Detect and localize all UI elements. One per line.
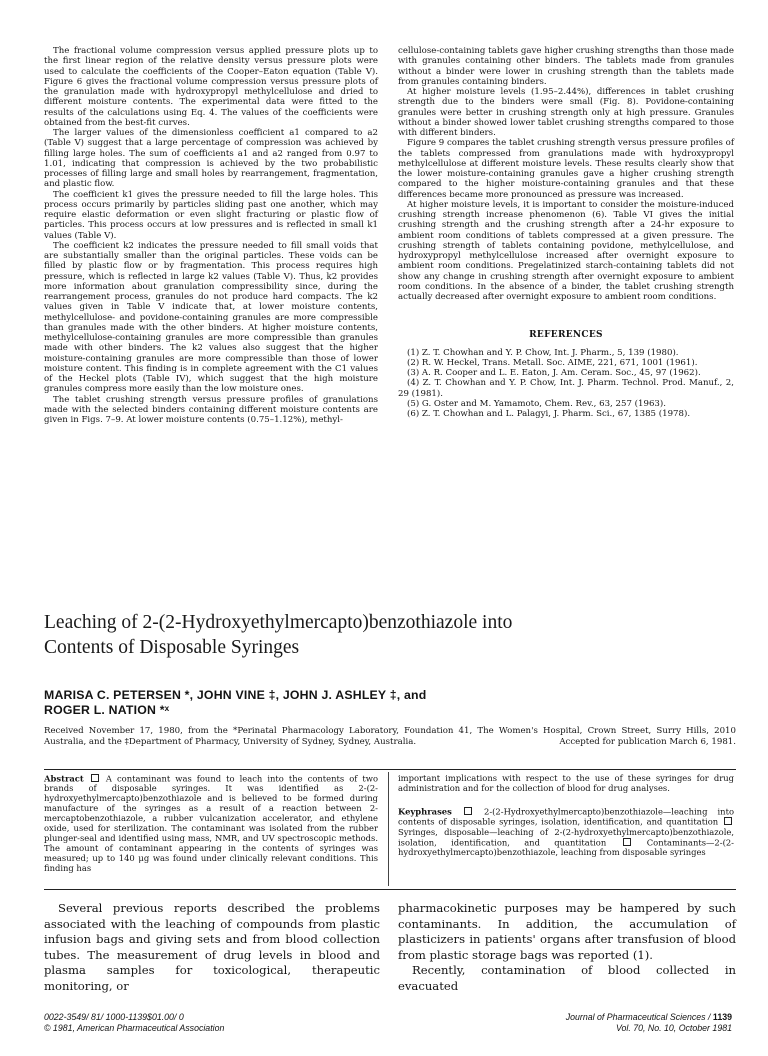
- article-body-left: [44, 901, 380, 995]
- body-paragraph: Recently, contamination of blood collected in evacuated: [398, 963, 736, 993]
- article-title-line: Leaching of 2-(2-Hydroxyethylmercapto)benzothiazole into: [44, 612, 513, 633]
- abstract-label: Abstract: [44, 773, 84, 784]
- body-paragraph: The coefficient k2 indicates the pressure needed to fill small voids that are substantially smaller than the original particles. These voids can be filled by plastic flow or by fragmentation. This process requires high pressure, which is reflected in large k2 values (Table V). Thus, k2 provides more information about granulation compressibility since, during the rearrangement process, granules do not produce hard compacts. The k2 values given in Table V indicate that, at lower moisture contents, methylcellulose- and povidone-containing granules are more compressible than granules made with the other binders. At higher moisture contents, methylcellulose-containing granules are more compressible than granules made with other binders. The k2 values also suggest that the higher moisture-containing granules are more compressible than those of lower moisture content. This finding is in complete agreement with the C1 values of the Heckel plots (Table IV), which suggest that the high moisture granules compress more easily than the low moisture ones.: [44, 240, 378, 395]
- body-paragraph: The fractional volume compression versus applied pressure plots up to the first linear region of the relative density versus pressure plots were used to calculate the coefficients of the Cooper–Eaton equation (Table V). Figure 6 gives the fractional volume compression versus pressure plots of the granulation made with hydroxypropyl methylcellulose and dried to different moisture contents. The experimental data were fitted to the results of the calculations using Eq. 4. The values of the coefficients were obtained from the best-fit curves.: [44, 46, 378, 128]
- abstract-continuation: important implications with respect to the use of these syringes for drug administration and for the collection of blood for drug analyses.: [398, 773, 734, 793]
- author-line: ROGER L. NATION *ˣ: [44, 703, 170, 717]
- abstract-continuation-block: [398, 774, 734, 858]
- section-square-icon: [623, 838, 631, 846]
- body-paragraph: The tablet crushing strength versus pressure profiles of granulations made with the selected binders containing different moisture contents are given in Figs. 7–9. At lower moisture contents (0.75–1.12%), methyl-: [44, 394, 378, 425]
- volume-line: Vol. 70, No. 10, October 1981: [615, 1023, 732, 1033]
- body-paragraph: The coefficient k1 gives the pressure needed to fill the large holes. This process occurs primarily by particles sliding past one another, which may require elastic deformation or even slight fracturing or plastic flow of particles. This process occurs at low pressures and is reflected in small k1 values (Table V).: [44, 189, 378, 241]
- journal-name: Journal of Pharmaceutical Sciences /: [565, 1012, 713, 1022]
- keyphrase: 2-(2-Hydroxyethylmercapto)benzothiazole—leaching into contents of disposable syringes, isolation, identification, and quantitation: [398, 806, 734, 827]
- body-paragraph: cellulose-containing tablets gave higher crushing strengths than those made with granules containing other binders. The tablets made from granules without a binder were lower in crushing strength than the tablets made from granules containing binders.: [398, 46, 734, 87]
- references-heading: REFERENCES: [529, 330, 603, 341]
- body-paragraph: Figure 9 compares the tablet crushing strength versus pressure profiles of the tablets compressed from granulations made with hydroxypropyl methylcellulose at different moisture levels. These results clearly show that the lower moisture-containing granules gave a higher crushing strength compared to the higher moisture-containing granules and that these differences became more pronounced as pressure was increased.: [398, 138, 734, 200]
- article-body-right: [398, 901, 736, 995]
- body-paragraph: At higher moisture levels (1.95–2.44%), differences in tablet crushing strength due to the binders were small (Fig. 8). Povidone-containing granules were better in crushing strength only at high pressure. Granules without a binder showed lower tablet crushing strengths compared to those with different binders.: [398, 87, 734, 138]
- section-square-icon: [91, 774, 99, 782]
- previous-article-left-column: [44, 46, 378, 425]
- references-list: [398, 348, 734, 420]
- body-paragraph: pharmacokinetic purposes may be hampered by such contaminants. In addition, the accumulation of plasticizers in patients' organs after transfusion of blood from plastic storage bags was reported (1).: [398, 901, 736, 962]
- reference-item: (5) G. Oster and M. Yamamoto, Chem. Rev., 63, 257 (1963).: [407, 398, 666, 409]
- reference-item: (1) Z. T. Chowhan and Y. P. Chow, Int. J. Pharm., 5, 139 (1980).: [407, 347, 679, 358]
- reference-item: (6) Z. T. Chowhan and L. Palagyi, J. Pharm. Sci., 67, 1385 (1978).: [407, 409, 691, 419]
- reference-item: (4) Z. T. Chowhan and Y. P. Chow, Int. J. Pharm. Technol. Prod. Manuf., 2, 29 (1981).: [398, 378, 734, 399]
- section-square-icon: [464, 807, 472, 815]
- keyphrase: Contaminants—2-(2-hydroxyethylmercapto)benzothiazole, leaching from disposable syringes: [398, 837, 734, 858]
- page-number: 1139: [712, 1012, 732, 1022]
- keyphrase: Syringes, disposable—leaching of 2-(2-hydroxyethylmercapto)benzothiazole, isolation, identification, and quantitation: [398, 826, 734, 848]
- issn-line: 0022-3549/ 81/ 1000-1139$01.00/ 0: [44, 1012, 184, 1022]
- reference-item: (2) R. W. Heckel, Trans. Metall. Soc. AIME, 221, 671, 1001 (1961).: [407, 357, 698, 368]
- received-note: [44, 726, 736, 748]
- reference-item: (3) A. R. Cooper and L. E. Eaton, J. Am. Ceram. Soc., 45, 97 (1962).: [407, 368, 701, 378]
- abstract-top-rule: [44, 769, 736, 770]
- body-paragraph: Several previous reports described the problems associated with the leaching of compounds from plastic infusion bags and giving sets and from blood collection tubes. The measurement of drug levels in blood and plasma samples for toxicological, therapeutic monitoring, or: [44, 901, 380, 993]
- previous-article-right-column: [398, 46, 734, 419]
- body-paragraph: At higher moisture levels, it is important to consider the moisture-induced crushing strength increase phenomenon (6). Table VI gives the initial crushing strength and the crushing strength after a 24-hr exposure to ambient room conditions of tablets compressed at a given pressure. The crushing strength of tablets containing povidone, methylcellulose, and hydroxypropyl methylcellulose increased after overnight exposure to ambient room conditions. Pregelatinized starch-containing tablets did not show any change in crushing strength after overnight exposure to ambient room conditions. In the absence of a binder, the tablet crushing strength actually decreased after overnight exposure to ambient room conditions.: [398, 199, 734, 302]
- section-square-icon: [724, 817, 732, 825]
- copyright-line: © 1981, American Pharmaceutical Association: [44, 1023, 225, 1033]
- abstract-column-divider: [388, 772, 389, 886]
- footer-left: [44, 1012, 224, 1034]
- article-title-line: Contents of Disposable Syringes: [44, 637, 300, 658]
- article-title: [44, 610, 734, 660]
- abstract-block: [44, 774, 378, 874]
- keyphrases: [398, 807, 734, 858]
- author-list: [44, 688, 734, 718]
- body-paragraph: The larger values of the dimensionless coefficient a1 compared to a2 (Table V) suggest that a large percentage of compression was achieved by filling large holes. The sum of coefficients a1 and a2 ranged from 0.97 to 1.01, indicating that compression is achieved by the two probabilistic processes of filling large and small holes by rearrangement, fragmentation, and plastic flow.: [44, 128, 378, 190]
- abstract-text: A contaminant was found to leach into the contents of two brands of disposable syringes. It was identified as 2-(2-hydroxyethylmercapto)benzothiazole and is believed to be formed during manufacture of the syringes as a result of a reaction between 2-mercaptobenzothiazole, a rubber vulcanization accelerator, and ethylene oxide, used for sterilization. The contaminant was isolated from the rubber plunger-seal and identified using mass, NMR, and UV spectroscopic methods. The amount of contaminant appearing in the contents of syringes was measured; up to 140 μg was found under clinically relevant conditions. This finding has: [44, 773, 378, 874]
- footer-right: [566, 1012, 732, 1034]
- author-line: MARISA C. PETERSEN *, JOHN VINE ‡, JOHN J. ASHLEY ‡, and: [44, 688, 427, 702]
- received-affiliation: Received November 17, 1980, from the *Perinatal Pharmacology Laboratory, Foundation 41, The Women's Hospital, Crown Street, Surry Hills, 2010 Australia, and the ‡Department of Pharmacy, University of Sydney, Sydney, Australia.: [44, 726, 736, 747]
- abstract-bottom-rule: [44, 889, 736, 890]
- keyphrases-label: Keyphrases: [398, 806, 452, 817]
- accepted-date: Accepted for publication March 6, 1981.: [559, 736, 736, 747]
